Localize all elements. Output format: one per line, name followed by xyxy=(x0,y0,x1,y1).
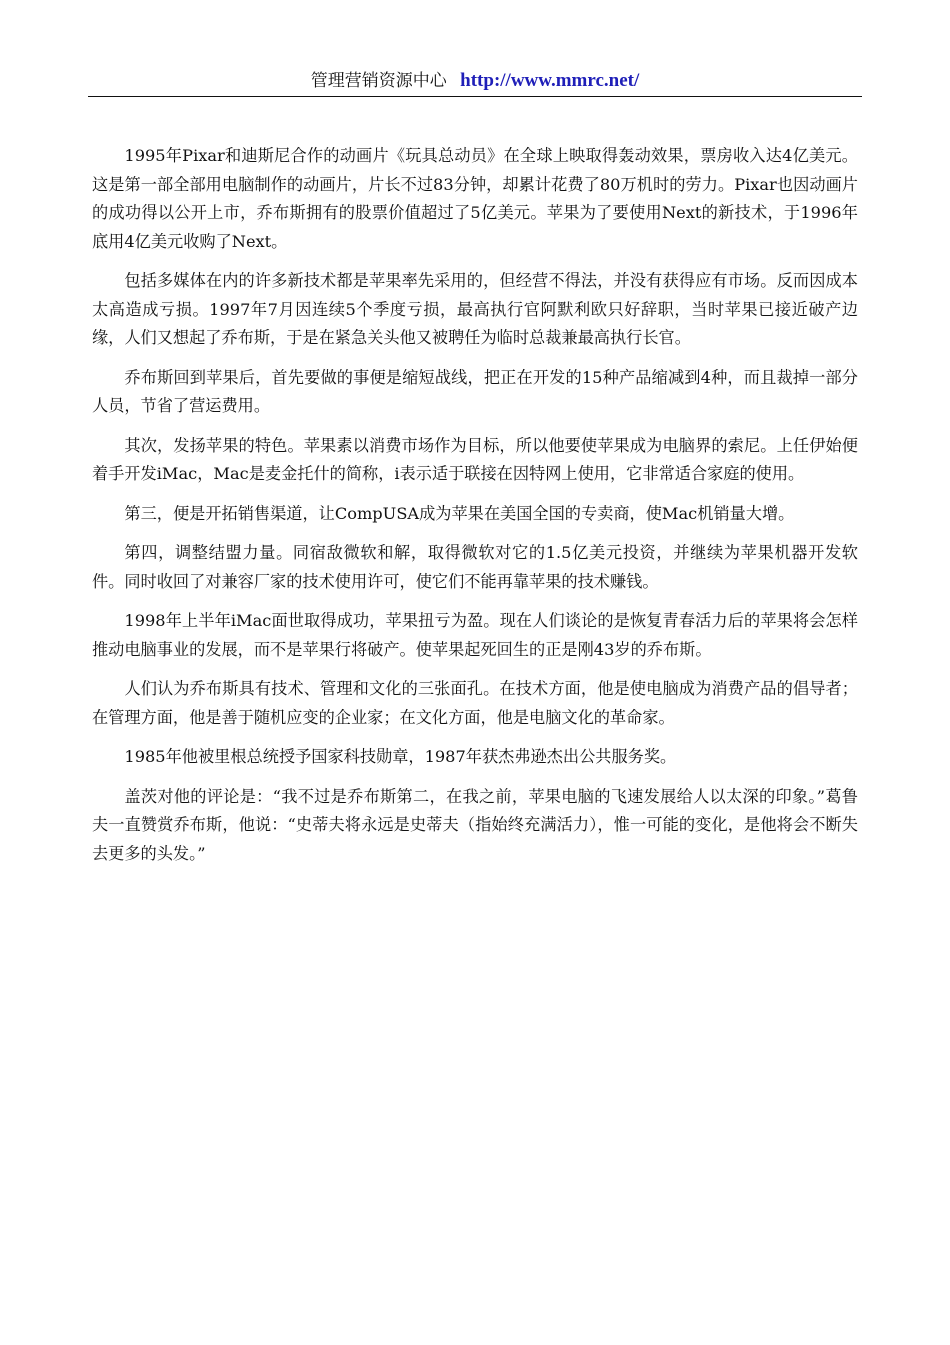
paragraph: 第三，便是开拓销售渠道，让CompUSA成为苹果在美国全国的专卖商，使Mac机销量大增。 xyxy=(124,503,795,523)
site-name: 管理营销资源中心 xyxy=(310,71,447,91)
page-header xyxy=(88,66,862,96)
site-url-link[interactable]: http://www.mmrc.net/ xyxy=(460,70,640,91)
header-divider xyxy=(88,96,862,97)
paragraph: 1995年Pixar和迪斯尼合作的动画片《玩具总动员》在全球上映取得轰动效果，票房收入达4亿美元。这是第一部全部用电脑制作的动画片，片长不过83分钟，却累计花费了80万机时的劳力。Pixar也因动画片的成功得以公开上市，乔布斯拥有的股票价值超过了5亿美元。苹果为了要使用Next的新技术，于1996年底用4亿美元收购了Next。 xyxy=(92,146,858,251)
paragraph: 1985年他被里根总统授予国家科技勋章，1987年获杰弗逊杰出公共服务奖。 xyxy=(124,747,677,766)
paragraph: 1998年上半年iMac面世取得成功，苹果扭亏为盈。现在人们谈论的是恢复青春活力后的苹果将会怎样推动电脑事业的发展，而不是苹果行将破产。使苹果起死回生的正是刚43岁的乔布斯。 xyxy=(92,611,858,659)
paragraph: 人们认为乔布斯具有技术、管理和文化的三张面孔。在技术方面，他是使电脑成为消费产品的倡导者；在管理方面，他是善于随机应变的企业家；在文化方面，他是电脑文化的革命家。 xyxy=(92,679,858,727)
paragraph: 其次，发扬苹果的特色。苹果素以消费市场作为目标，所以他要使苹果成为电脑界的索尼。上任伊始便着手开发iMac，Mac是麦金托什的简称，i表示适于联接在因特网上使用，它非常适合家庭的使用。 xyxy=(92,435,858,483)
paragraph: 乔布斯回到苹果后，首先要做的事便是缩短战线，把正在开发的15种产品缩减到4种，而且裁掉一部分人员，节省了营运费用。 xyxy=(92,367,858,415)
article-body xyxy=(92,142,858,879)
paragraph: 包括多媒体在内的许多新技术都是苹果率先采用的，但经营不得法，并没有获得应有市场。反而因成本太高造成亏损。1997年7月因连续5个季度亏损，最高执行官阿默利欧只好辞职，当时苹果已接近破产边缘，人们又想起了乔布斯，于是在紧急关头他又被聘任为临时总裁兼最高执行长官。 xyxy=(92,271,858,347)
paragraph: 第四，调整结盟力量。同宿敌微软和解，取得微软对它的1.5亿美元投资，并继续为苹果机器开发软件。同时收回了对兼容厂家的技术使用许可，使它们不能再靠苹果的技术赚钱。 xyxy=(92,543,858,591)
paragraph: 盖茨对他的评论是：“我不过是乔布斯第二，在我之前，苹果电脑的飞速发展给人以太深的印象。”葛鲁夫一直赞赏乔布斯，他说：“史蒂夫将永远是史蒂夫（指始终充满活力），惟一可能的变化，是他将会不断失去更多的头发。” xyxy=(92,786,858,863)
